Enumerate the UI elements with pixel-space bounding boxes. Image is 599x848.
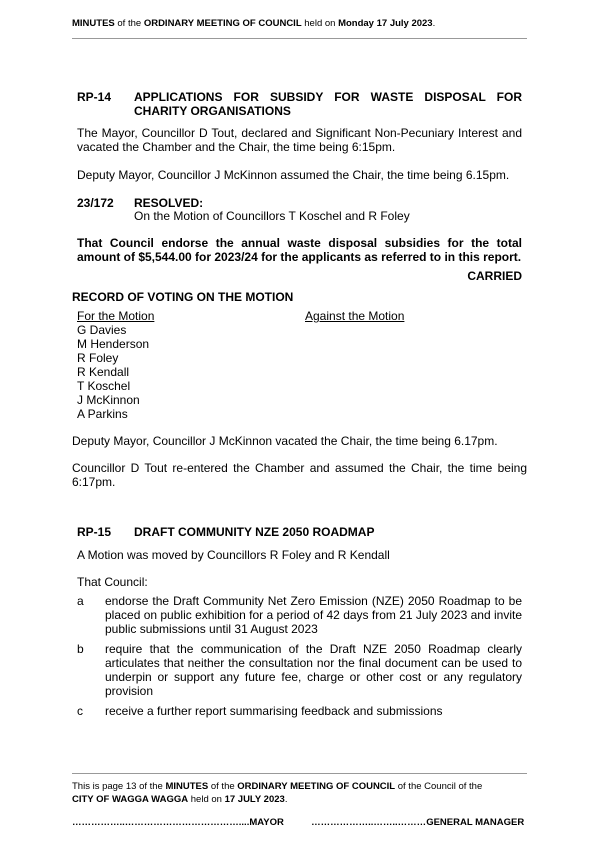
rp14-title-line2: CHARITY ORGANISATIONS — [134, 104, 291, 118]
that-council-label: That Council: — [77, 575, 148, 589]
item-letter-c: c — [77, 704, 83, 718]
voter-name: A Parkins — [77, 407, 128, 421]
page-header: MINUTES of the ORDINARY MEETING OF COUNCIL held on Monday 17 July 2023. — [72, 18, 436, 29]
mayor-returned-paragraph: Councillor D Tout re-entered the Chamber and assumed the Chair, the time being 6:17pm. — [72, 461, 527, 489]
item-text-b: require that the communication of the Draft NZE 2050 Roadmap clearly articulates that neither the consultation nor the final document can be used to underpin or support any future fee, charge or other cost or any regulatory provision — [105, 642, 522, 698]
item-letter-b: b — [77, 642, 84, 656]
rp15-title: DRAFT COMMUNITY NZE 2050 ROADMAP — [134, 525, 375, 539]
footer-page-info: This is page 13 of the MINUTES of the ORDINARY MEETING OF COUNCIL of the Council of the CITY OF WAGGA WAGGA held on 17 JULY 2023. — [72, 781, 483, 805]
voter-name: G Davies — [77, 323, 127, 337]
mayor-label: MAYOR — [249, 817, 284, 828]
rp14-deputy-paragraph: Deputy Mayor, Councillor J McKinnon assumed the Chair, the time being 6.15pm. — [77, 168, 510, 182]
rp14-number: RP-14 — [77, 90, 112, 104]
item-text-a: endorse the Draft Community Net Zero Emission (NZE) 2050 Roadmap to be placed on public exhibition for a period of 42 days from 21 July 2023 and invite public submissions until 31 August 2023 — [105, 594, 522, 636]
against-motion-label: Against the Motion — [305, 309, 405, 323]
gm-sig-dots: ………………..……..……… — [311, 817, 427, 828]
motion-movers: On the Motion of Councillors T Koschel and R Foley — [134, 209, 410, 223]
signature-line — [72, 816, 524, 829]
resolution-text: That Council endorse the annual waste disposal subsidies for the total amount of $5,544.00 for 2023/24 for the applicants as referred to in this report. — [77, 236, 522, 264]
mayor-sig-dots: ……………..……………………………….... — [72, 817, 250, 828]
for-motion-label: For the Motion — [77, 309, 155, 323]
rp14-mayor-paragraph: The Mayor, Councillor D Tout, declared and Significant Non-Pecuniary Interest and vacated the Chamber and the Chair, the time being 6:15pm. — [77, 126, 522, 154]
resolution-number: 23/172 — [77, 196, 114, 210]
voter-name: T Koschel — [77, 379, 131, 393]
general-manager-label: GENERAL MANAGER — [426, 817, 525, 828]
for-names-list — [77, 323, 149, 421]
footer-divider — [72, 773, 527, 774]
header-divider — [72, 38, 527, 39]
resolved-label: RESOLVED: — [134, 196, 204, 210]
item-letter-a: a — [77, 594, 84, 608]
voter-name: R Foley — [77, 351, 119, 365]
rp14-title-line1: APPLICATIONS FOR SUBSIDY FOR WASTE DISPOSAL FOR — [134, 90, 522, 104]
rp15-number: RP-15 — [77, 525, 112, 539]
voter-name: J McKinnon — [77, 393, 140, 407]
deputy-vacated-paragraph: Deputy Mayor, Councillor J McKinnon vacated the Chair, the time being 6.17pm. — [72, 434, 498, 448]
voting-heading: RECORD OF VOTING ON THE MOTION — [72, 290, 294, 304]
rp15-motion: A Motion was moved by Councillors R Foley and R Kendall — [77, 548, 390, 562]
voter-name: R Kendall — [77, 365, 130, 379]
carried-label: CARRIED — [467, 269, 522, 283]
voter-name: M Henderson — [77, 337, 150, 351]
item-text-c: receive a further report summarising feedback and submissions — [105, 704, 443, 718]
